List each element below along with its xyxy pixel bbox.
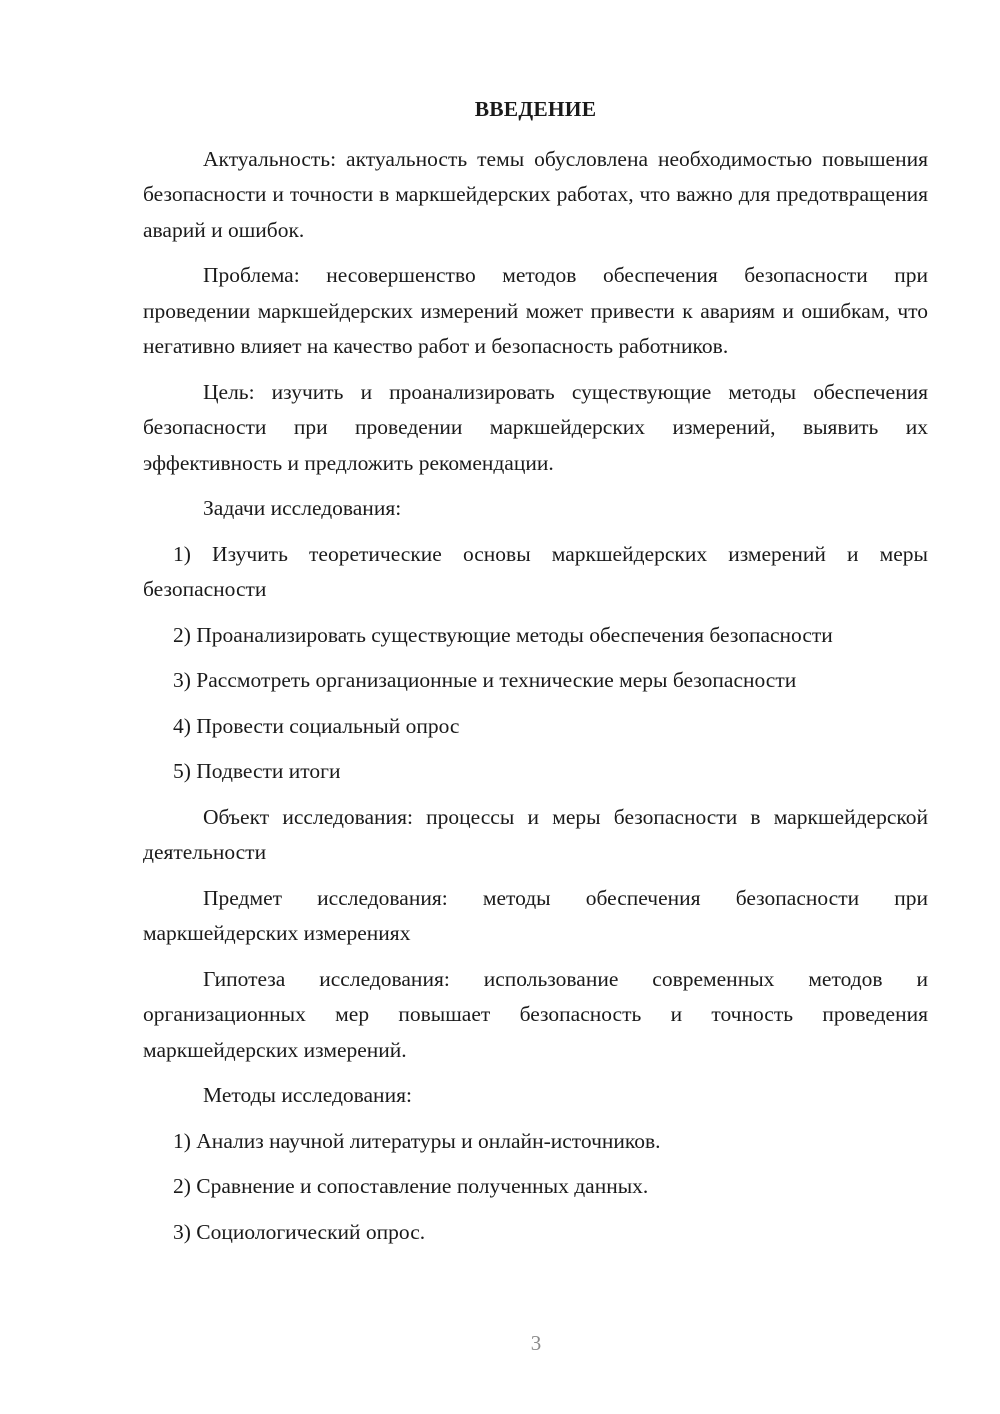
method-item-1: 1) Анализ научной литературы и онлайн-источников. (173, 1128, 661, 1153)
task-item-4: 4) Провести социальный опрос (173, 713, 460, 738)
hypothesis-paragraph: Гипотеза исследования: использование современных методов и организационных мер повышает безопасность и точность проведения маркшейдерских измерений. (143, 966, 928, 1062)
relevance-paragraph: Актуальность: актуальность темы обусловлена необходимостью повышения безопасности и точности в маркшейдерских работах, что важно для предотвращения аварий и ошибок. (143, 146, 928, 242)
methods-heading: Методы исследования: (203, 1083, 412, 1107)
problem-paragraph: Проблема: несовершенство методов обеспечения безопасности при проведении маркшейдерских измерений может привести к авариям и ошибкам, что негативно влияет на качество работ и безопасность работников. (143, 263, 928, 358)
task-item-5: 5) Подвести итоги (173, 759, 341, 783)
task-item-2: 2) Проанализировать существующие методы обеспечения безопасности (173, 622, 833, 647)
task-item-1: 1) Изучить теоретические основы маркшейдерских измерений и меры безопасности (143, 541, 928, 601)
method-item-2: 2) Сравнение и сопоставление полученных данных. (173, 1174, 649, 1198)
object-paragraph: Объект исследования: процессы и меры безопасности в маркшейдерской деятельности (143, 804, 928, 864)
task-item-3: 3) Рассмотреть организационные и технические меры безопасности (173, 668, 797, 692)
goal-paragraph: Цель: изучить и проанализировать существующие методы обеспечения безопасности при проведении маркшейдерских измерений, выявить их эффективность и предложить рекомендации. (143, 379, 928, 475)
method-item-3: 3) Социологический опрос. (173, 1219, 426, 1244)
section-heading: ВВЕДЕНИЕ (474, 97, 597, 121)
page-number: 3 (530, 1331, 542, 1355)
page-content (143, 92, 928, 1260)
tasks-heading: Задачи исследования: (203, 496, 402, 520)
subject-paragraph: Предмет исследования: методы обеспечения безопасности при маркшейдерских измерениях (143, 885, 928, 945)
